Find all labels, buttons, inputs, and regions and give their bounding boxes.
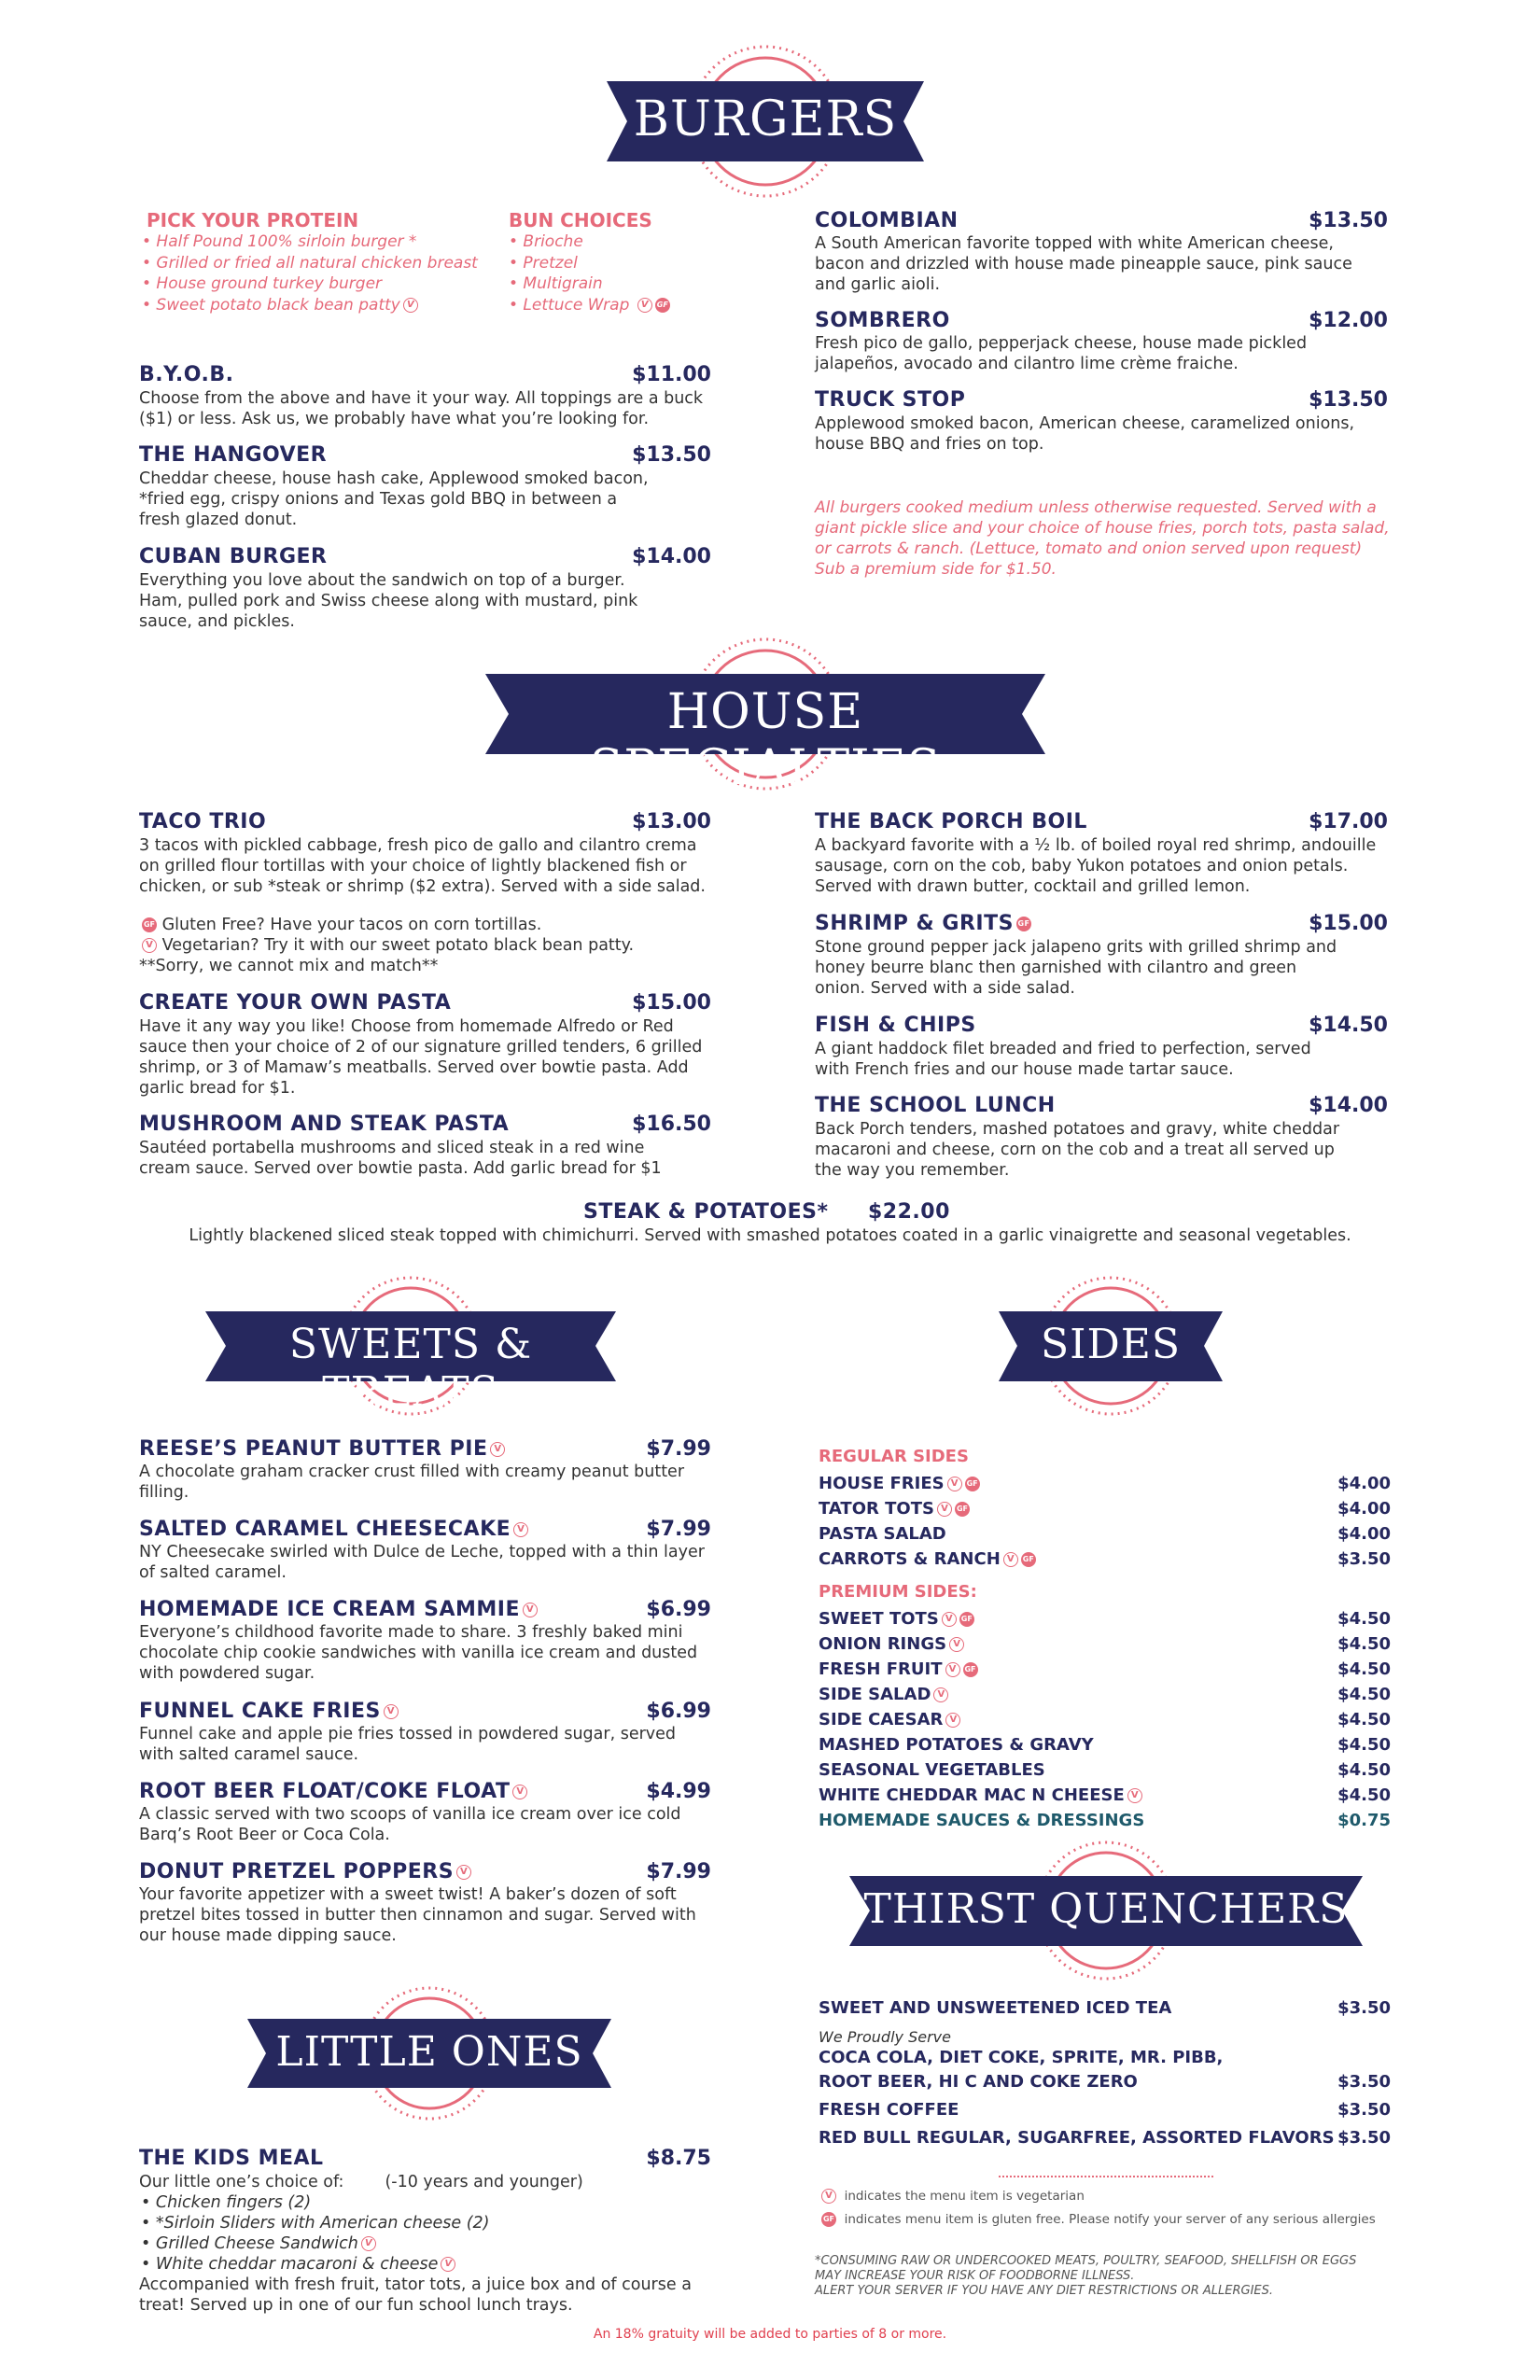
item-price: $8.75 — [646, 2147, 711, 2170]
protein-option: • Half Pound 100% sirloin burger * — [142, 232, 417, 251]
item-price: $4.99 — [646, 1780, 711, 1803]
protein-heading: PICK YOUR PROTEIN — [147, 209, 359, 231]
item-description: NY Cheesecake swirled with Dulce de Leche, topped with a thin layer of salted caramel. — [139, 1543, 705, 1582]
gluten-free-icon: GF — [959, 1612, 974, 1627]
sweets-title: SWEETS & TREATS — [288, 1321, 533, 1416]
side-price: $4.50 — [1337, 1760, 1391, 1780]
vegetarian-icon: V — [949, 1637, 964, 1652]
vegetarian-icon: V — [1127, 1788, 1142, 1803]
vegetarian-icon: V — [942, 1612, 957, 1627]
vegetarian-icon: V — [441, 2257, 455, 2272]
side-name: FRESH FRUIT — [819, 1659, 943, 1679]
item-title: MUSHROOM AND STEAK PASTA — [139, 1113, 510, 1136]
vegetarian-icon: V — [523, 1603, 538, 1617]
item-title-text: SHRIMP & GRITS — [815, 912, 1014, 935]
side-name: SWEET TOTS — [819, 1609, 939, 1629]
gluten-free-icon: GF — [1016, 917, 1031, 931]
gluten-free-icon: GF — [965, 1477, 980, 1491]
kids-intro-line — [139, 2172, 718, 2192]
item-title — [139, 1780, 527, 1803]
vegetarian-icon: V — [384, 1704, 399, 1719]
gluten-free-icon: GF — [821, 2212, 836, 2227]
house-specialties-banner — [485, 635, 1045, 796]
taco-note-text: Vegetarian? Try it with our sweet potato black bean patty. — [161, 936, 635, 955]
side-price: $4.50 — [1337, 1735, 1391, 1755]
vegetarian-icon: V — [490, 1442, 505, 1457]
kids-intro: Our little one’s choice of: — [139, 2173, 344, 2191]
item-description: A giant haddock filet breaded and fried to perfection, served with French fries and our house made tartar sauce. — [815, 1040, 1311, 1079]
disclaimer-line: MAY INCREASE YOUR RISK OF FOODBORNE ILLNESS. — [815, 2269, 1135, 2283]
bun-heading: BUN CHOICES — [509, 209, 652, 231]
item-title — [139, 1437, 505, 1461]
premium-sides-heading: PREMIUM SIDES: — [819, 1582, 977, 1602]
vegetarian-icon: V — [142, 938, 157, 953]
item-price: $7.99 — [646, 1860, 711, 1883]
side-item — [819, 1499, 970, 1519]
item-price: $12.00 — [1309, 309, 1388, 332]
vegetarian-icon: V — [456, 1865, 471, 1880]
item-description: Everyone’s childhood favorite made to share. 3 freshly baked mini chocolate chip cookie sandwiches with vanilla ice cream and dusted with powdered sugar. — [139, 1623, 698, 1683]
item-price: $7.99 — [646, 1437, 711, 1461]
side-item — [819, 1710, 960, 1729]
item-price: $11.00 — [632, 363, 711, 386]
side-item — [819, 1785, 1142, 1805]
side-price: $4.50 — [1337, 1609, 1391, 1629]
side-price: $4.50 — [1337, 1710, 1391, 1729]
sauces-item: HOMEMADE SAUCES & DRESSINGS — [819, 1811, 1145, 1830]
house-specialties-title: HOUSE SPECIALTIES — [589, 684, 942, 796]
item-description: 3 tacos with pickled cabbage, fresh pico de gallo and cilantro crema on grilled flour tortillas with your choice of lightly blackened fish or chicken, or sub *steak or shrimp ($2 extra). Served with a side salad. — [139, 836, 706, 896]
item-description: Choose from the above and have it your way. All toppings are a buck ($1) or less. Ask us, we probably have what you’re looking for. — [139, 389, 704, 428]
item-price: $13.50 — [1309, 209, 1388, 232]
side-name: WHITE CHEDDAR MAC N CHEESE — [819, 1785, 1125, 1805]
vegetarian-icon: V — [947, 1477, 962, 1491]
side-name: HOUSE FRIES — [819, 1474, 945, 1493]
item-title: SOMBRERO — [815, 309, 950, 332]
item-description: Stone ground pepper jack jalapeno grits with grilled shrimp and honey beurre blanc then garnished with cilantro and green onion. Served with a side salad. — [815, 938, 1337, 998]
item-description: Lightly blackened sliced steak topped with chimichurri. Served with smashed potatoes coated in a garlic vinaigrette and seasonal vegetables. — [189, 1226, 1351, 1245]
taco-note-sorry: **Sorry, we cannot mix and match** — [139, 957, 439, 975]
item-description: A backyard favorite with a ½ lb. of boiled royal red shrimp, andouille sausage, corn on the cob, baby Yukon potatoes and onion petals. Served with drawn butter, cocktail and grilled lemon. — [815, 836, 1377, 896]
item-price: $17.00 — [1309, 810, 1388, 833]
item-price: $14.00 — [1309, 1094, 1388, 1117]
disclaimer — [815, 2254, 1356, 2299]
item-title: TRUCK STOP — [815, 388, 966, 412]
sweets-banner — [205, 1274, 616, 1419]
taco-notes — [139, 915, 718, 976]
kids-option-label: • Grilled Cheese Sandwich — [141, 2234, 358, 2253]
side-price: $4.50 — [1337, 1634, 1391, 1654]
side-price: $4.50 — [1337, 1685, 1391, 1704]
item-price: $13.50 — [632, 443, 711, 467]
item-description: A classic served with two scoops of vanilla ice cream over ice cold Barq’s Root Beer or Coca Cola. — [139, 1805, 681, 1844]
taco-note-gluten-free — [139, 915, 718, 935]
item-title: CREATE YOUR OWN PASTA — [139, 991, 452, 1015]
item-description: Have it any way you like! Choose from homemade Alfredo or Red sauce then your choice of 2 of our signature grilled tenders, 6 grilled shrimp, or 3 of Mamaw’s meatballs. Served over bowtie pasta. Add garlic bread for $1. — [139, 1017, 703, 1098]
burgers-banner — [607, 42, 924, 201]
vegetarian-icon: V — [513, 1522, 528, 1537]
bun-option: • Pretzel — [509, 253, 578, 273]
kids-option: • *Sirloin Sliders with American cheese (2) — [141, 2214, 490, 2233]
item-description: A chocolate graham cracker crust filled with creamy peanut butter filling. — [139, 1463, 685, 1502]
vegetarian-icon: V — [1003, 1552, 1018, 1567]
kids-age: (-10 years and younger) — [385, 2173, 583, 2191]
item-title: THE HANGOVER — [139, 443, 328, 467]
item-description: Back Porch tenders, mashed potatoes and gravy, white cheddar macaroni and cheese, corn on the cob and a treat all served up the way you remember. — [815, 1120, 1340, 1180]
side-item — [819, 1609, 974, 1629]
kids-option: • Chicken fingers (2) — [141, 2193, 312, 2212]
protein-option — [142, 295, 506, 316]
side-name: SIDE CAESAR — [819, 1710, 944, 1729]
burger-note: All burgers cooked medium unless otherwise requested. Served with a giant pickle slice and your choice of house fries, porch tots, pasta salad, or carrots & ranch. (Lettuce, tomato and onion served upon request) Sub a premium side for $1.50. — [815, 498, 1390, 579]
vegetarian-icon: V — [821, 2189, 836, 2204]
little-ones-banner — [247, 1983, 611, 2123]
side-item — [819, 1634, 964, 1654]
protein-list — [142, 231, 506, 315]
side-price: $4.50 — [1337, 1659, 1391, 1679]
side-price: $4.00 — [1337, 1499, 1391, 1519]
side-name: TATOR TOTS — [819, 1499, 934, 1519]
soda-line: ROOT BEER, HI C AND COKE ZERO — [819, 2072, 1138, 2092]
item-title — [815, 912, 1031, 935]
side-price: $4.00 — [1337, 1524, 1391, 1544]
gluten-free-icon: GF — [655, 298, 670, 313]
item-description: A South American favorite topped with white American cheese, bacon and drizzled with house made pineapple sauce, pink sauce and garlic aioli. — [815, 234, 1352, 294]
item-title — [139, 1518, 528, 1541]
item-title: THE SCHOOL LUNCH — [815, 1094, 1056, 1117]
item-description: Your favorite appetizer with a sweet twist! A baker’s dozen of soft pretzel bites tossed in butter then cinnamon and sugar. Served with our house made dipping sauce. — [139, 1885, 696, 1945]
item-price: $15.00 — [1309, 912, 1388, 935]
item-title: FISH & CHIPS — [815, 1014, 976, 1037]
item-price: $14.00 — [632, 545, 711, 568]
item-title-text: ROOT BEER FLOAT/COKE FLOAT — [139, 1780, 511, 1803]
side-name: SIDE SALAD — [819, 1685, 931, 1704]
item-price: $15.00 — [632, 991, 711, 1015]
legend-text: indicates menu item is gluten free. Please notify your server of any serious allergies — [844, 2212, 1376, 2227]
item-title: B.Y.O.B. — [139, 363, 234, 386]
item-title — [139, 1860, 471, 1883]
drink-price: $3.50 — [1337, 2072, 1391, 2092]
side-item — [819, 1659, 978, 1679]
item-title-text: REESE’S PEANUT BUTTER PIE — [139, 1437, 488, 1461]
drink-item: SWEET AND UNSWEETENED ICED TEA — [819, 1998, 1172, 2018]
vegetarian-icon: V — [933, 1687, 948, 1702]
gluten-free-icon: GF — [1021, 1552, 1036, 1567]
vegetarian-icon: V — [945, 1713, 960, 1728]
vegetarian-icon: V — [945, 1662, 960, 1677]
regular-sides-heading: REGULAR SIDES — [819, 1447, 969, 1466]
kids-option — [139, 2233, 718, 2254]
gratuity-note: An 18% gratuity will be added to parties of 8 or more. — [593, 2327, 947, 2342]
little-ones-title: LITTLE ONES — [275, 2028, 583, 2076]
kids-description — [139, 2172, 718, 2316]
item-price: $6.99 — [646, 1598, 711, 1621]
drink-item: FRESH COFFEE — [819, 2100, 959, 2120]
side-item — [819, 1474, 980, 1493]
item-price: $6.99 — [646, 1700, 711, 1723]
bun-option: • Multigrain — [509, 274, 603, 293]
side-price: $4.00 — [1337, 1474, 1391, 1493]
side-item — [819, 1549, 1036, 1569]
drink-price: $3.50 — [1337, 2128, 1391, 2148]
item-price: $7.99 — [646, 1518, 711, 1541]
protein-option-label: • Sweet potato black bean patty — [142, 295, 400, 315]
drink-item: RED BULL REGULAR, SUGARFREE, ASSORTED FLAVORS — [819, 2128, 1335, 2148]
sides-title: SIDES — [1040, 1321, 1182, 1368]
item-price: $16.50 — [632, 1113, 711, 1136]
side-item — [819, 1760, 1045, 1780]
kids-option — [139, 2254, 718, 2275]
sauces-price: $0.75 — [1337, 1811, 1391, 1830]
divider — [999, 2176, 1213, 2177]
thirst-title: THIRST QUENCHERS — [863, 1885, 1349, 1933]
kids-footer: Accompanied with fresh fruit, tator tots, a juice box and of course a treat! Served up in one of our fun school lunch trays. — [139, 2275, 692, 2315]
side-name: PASTA SALAD — [819, 1524, 946, 1544]
item-title-text: HOMEMADE ICE CREAM SAMMIE — [139, 1598, 520, 1621]
item-description: Cheddar cheese, house hash cake, Applewood smoked bacon, *fried egg, crispy onions and Texas gold BBQ in between a fresh glazed donut. — [139, 469, 649, 529]
item-title-text: DONUT PRETZEL POPPERS — [139, 1860, 455, 1883]
burgers-title: BURGERS — [633, 91, 898, 147]
item-title-text: FUNNEL CAKE FRIES — [139, 1700, 381, 1723]
disclaimer-line: ALERT YOUR SERVER IF YOU HAVE ANY DIET RESTRICTIONS OR ALLERGIES. — [815, 2284, 1273, 2298]
side-name: SEASONAL VEGETABLES — [819, 1760, 1045, 1780]
protein-option: • House ground turkey burger — [142, 274, 383, 293]
item-price: $13.50 — [1309, 388, 1388, 412]
gluten-free-icon: GF — [955, 1502, 970, 1517]
sides-banner — [999, 1274, 1223, 1419]
item-title: CUBAN BURGER — [139, 545, 328, 568]
kids-option-label: • White cheddar macaroni & cheese — [141, 2255, 439, 2274]
legend-gluten-free — [819, 2211, 1376, 2228]
taco-note-text: Gluten Free? Have your tacos on corn tortillas. — [161, 916, 542, 934]
drink-price: $3.50 — [1337, 2100, 1391, 2120]
item-title: COLOMBIAN — [815, 209, 959, 232]
item-title — [139, 1598, 538, 1621]
side-item — [819, 1685, 948, 1704]
side-name: ONION RINGS — [819, 1634, 947, 1654]
bun-option-label: • Lettuce Wrap — [509, 295, 630, 315]
bun-option — [509, 295, 742, 316]
taco-note-vegetarian — [139, 935, 718, 956]
bun-option: • Brioche — [509, 232, 583, 251]
gluten-free-icon: GF — [142, 917, 157, 932]
gluten-free-icon: GF — [963, 1662, 978, 1677]
drink-price: $3.50 — [1337, 1998, 1391, 2018]
item-title: TACO TRIO — [139, 810, 267, 833]
vegetarian-icon: V — [512, 1785, 527, 1799]
soda-line: COCA COLA, DIET COKE, SPRITE, MR. PIBB, — [819, 2048, 1224, 2067]
legend-vegetarian — [819, 2188, 1085, 2205]
vegetarian-icon: V — [637, 298, 652, 313]
item-title-text: SALTED CARAMEL CHEESECAKE — [139, 1518, 511, 1541]
proudly-serve: We Proudly Serve — [819, 2028, 951, 2046]
bun-list — [509, 231, 742, 315]
item-price: $22.00 — [868, 1200, 950, 1224]
item-description: Everything you love about the sandwich on top of a burger. Ham, pulled pork and Swiss cheese along with mustard, pink sauce, and pickles. — [139, 571, 638, 631]
protein-option: • Grilled or fried all natural chicken breast — [142, 253, 478, 273]
side-name: MASHED POTATOES & GRAVY — [819, 1735, 1094, 1755]
item-description: Applewood smoked bacon, American cheese, caramelized onions, house BBQ and fries on top. — [815, 414, 1355, 454]
side-item — [819, 1524, 946, 1544]
thirst-banner — [849, 1839, 1363, 1983]
side-item — [819, 1735, 1094, 1755]
disclaimer-line: *CONSUMING RAW OR UNDERCOOKED MEATS, POULTRY, SEAFOOD, SHELLFISH OR EGGS — [815, 2254, 1357, 2268]
vegetarian-icon: V — [361, 2236, 376, 2251]
vegetarian-icon: V — [937, 1502, 952, 1517]
side-price: $3.50 — [1337, 1549, 1391, 1569]
item-description: Fresh pico de gallo, pepperjack cheese, house made pickled jalapeños, avocado and cilantro lime crème fraiche. — [815, 334, 1308, 373]
item-description: Funnel cake and apple pie fries tossed in powdered sugar, served with salted caramel sauce. — [139, 1725, 677, 1764]
vegetarian-icon: V — [403, 298, 418, 313]
item-price: $14.50 — [1309, 1014, 1388, 1037]
item-title: THE KIDS MEAL — [139, 2147, 324, 2170]
item-title: STEAK & POTATOES* — [583, 1200, 829, 1224]
legend-text: indicates the menu item is vegetarian — [844, 2189, 1085, 2204]
side-price: $4.50 — [1337, 1785, 1391, 1805]
side-name: CARROTS & RANCH — [819, 1549, 1001, 1569]
item-description: Sautéed portabella mushrooms and sliced steak in a red wine cream sauce. Served over bowtie pasta. Add garlic bread for $1 — [139, 1139, 662, 1178]
item-title — [139, 1700, 399, 1723]
item-title: THE BACK PORCH BOIL — [815, 810, 1087, 833]
item-price: $13.00 — [632, 810, 711, 833]
